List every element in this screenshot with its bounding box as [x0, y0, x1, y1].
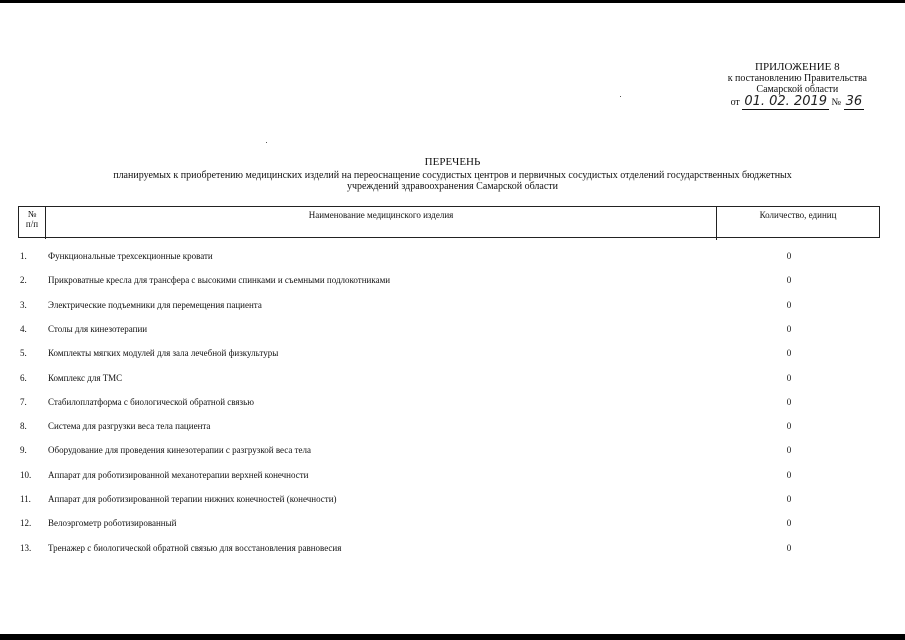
scan-border-top [0, 0, 905, 3]
annex-block [728, 62, 867, 108]
annex-signature-line [728, 96, 867, 108]
table-row [18, 493, 880, 509]
row-name: Аппарат для роботизированной механотерапии верхней конечности [48, 469, 309, 480]
annex-line-2: Самарской области [756, 84, 839, 95]
row-name: Прикроватные кресла для трансфера с высокими спинками и съемными подлокотниками [48, 275, 391, 286]
row-number: 4. [20, 323, 27, 334]
document-subtitle-line-2: учреждений здравоохранения Самарской области [346, 181, 559, 192]
table-row [18, 444, 880, 460]
document-subtitle-line-1: планируемых к приобретению медицинских изделий на переоснащение сосудистых центров и первичных сосудистых отделений государственных бюджетных [113, 170, 792, 181]
row-number: 12. [20, 518, 32, 529]
row-number: 9. [20, 445, 27, 456]
header-qty: Количество, единиц [759, 210, 837, 220]
row-number: 8. [20, 421, 27, 432]
header-num-label: № п/п [25, 209, 39, 229]
row-name: Аппарат для роботизированной терапии нижних конечностей (конечности) [48, 494, 337, 504]
row-number: 13. [20, 542, 32, 553]
row-name: Тренажер с биологической обратной связью для восстановления равновесия [48, 542, 342, 553]
row-quantity: 0 [786, 251, 792, 261]
scan-speck [266, 142, 267, 143]
scan-border-bottom [0, 634, 905, 640]
row-name: Функциональные трехсекционные кровати [48, 251, 213, 261]
row-name: Электрические подъемники для перемещения пациента [48, 299, 262, 310]
document-title: ПЕРЕЧЕНЬ [424, 156, 481, 168]
row-name: Оборудование для проведения кинезотерапии с разгрузкой веса тела [48, 445, 311, 456]
row-number: 5. [20, 348, 27, 359]
row-quantity: 0 [786, 421, 792, 432]
row-number: 3. [20, 299, 27, 310]
header-num [19, 207, 46, 239]
scan-speck [620, 96, 621, 97]
table-row [18, 396, 880, 412]
table-row [18, 323, 880, 339]
row-number: 2. [20, 275, 27, 286]
row-name: Система для разгрузки веса тела пациента [48, 421, 211, 432]
annex-number-label: № [831, 97, 842, 108]
row-name: Велоэргометр роботизированный [48, 518, 177, 529]
row-number: 10. [20, 469, 32, 480]
row-quantity: 0 [786, 542, 792, 553]
row-quantity: 0 [786, 396, 792, 407]
table-row [18, 372, 880, 388]
row-name: Столы для кинезотерапии [48, 323, 148, 334]
row-quantity: 0 [786, 445, 792, 456]
row-name: Стабилоплатформа с биологической обратной связью [48, 396, 254, 407]
row-number: 7. [20, 396, 27, 407]
row-quantity: 0 [786, 494, 792, 504]
table-row [18, 250, 880, 266]
row-quantity: 0 [786, 372, 792, 383]
annex-number: 36 [845, 94, 863, 109]
table-header [18, 206, 880, 238]
table-row [18, 299, 880, 315]
table-row [18, 469, 880, 485]
table-row [18, 420, 880, 436]
row-quantity: 0 [786, 518, 792, 529]
table-row [18, 517, 880, 533]
table-row [18, 274, 880, 290]
header-name: Наименование медицинского изделия [46, 207, 717, 240]
row-quantity: 0 [786, 275, 792, 286]
table-row [18, 347, 880, 363]
row-quantity: 0 [786, 469, 792, 480]
row-quantity: 0 [786, 348, 792, 359]
table-row [18, 542, 880, 558]
annex-line-1: к постановлению Правительства [727, 73, 867, 84]
annex-date: 01. 02. 2019 [744, 94, 828, 109]
row-name: Комплекты мягких модулей для зала лечебной физкультуры [48, 348, 279, 359]
row-number: 11. [20, 494, 31, 504]
row-quantity: 0 [786, 299, 792, 310]
row-number: 6. [20, 372, 27, 383]
row-number: 1. [20, 251, 27, 261]
annex-title: ПРИЛОЖЕНИЕ 8 [755, 61, 840, 73]
row-quantity: 0 [786, 323, 792, 334]
row-name: Комплекс для ТМС [48, 372, 123, 383]
annex-from-label: от [730, 97, 740, 108]
